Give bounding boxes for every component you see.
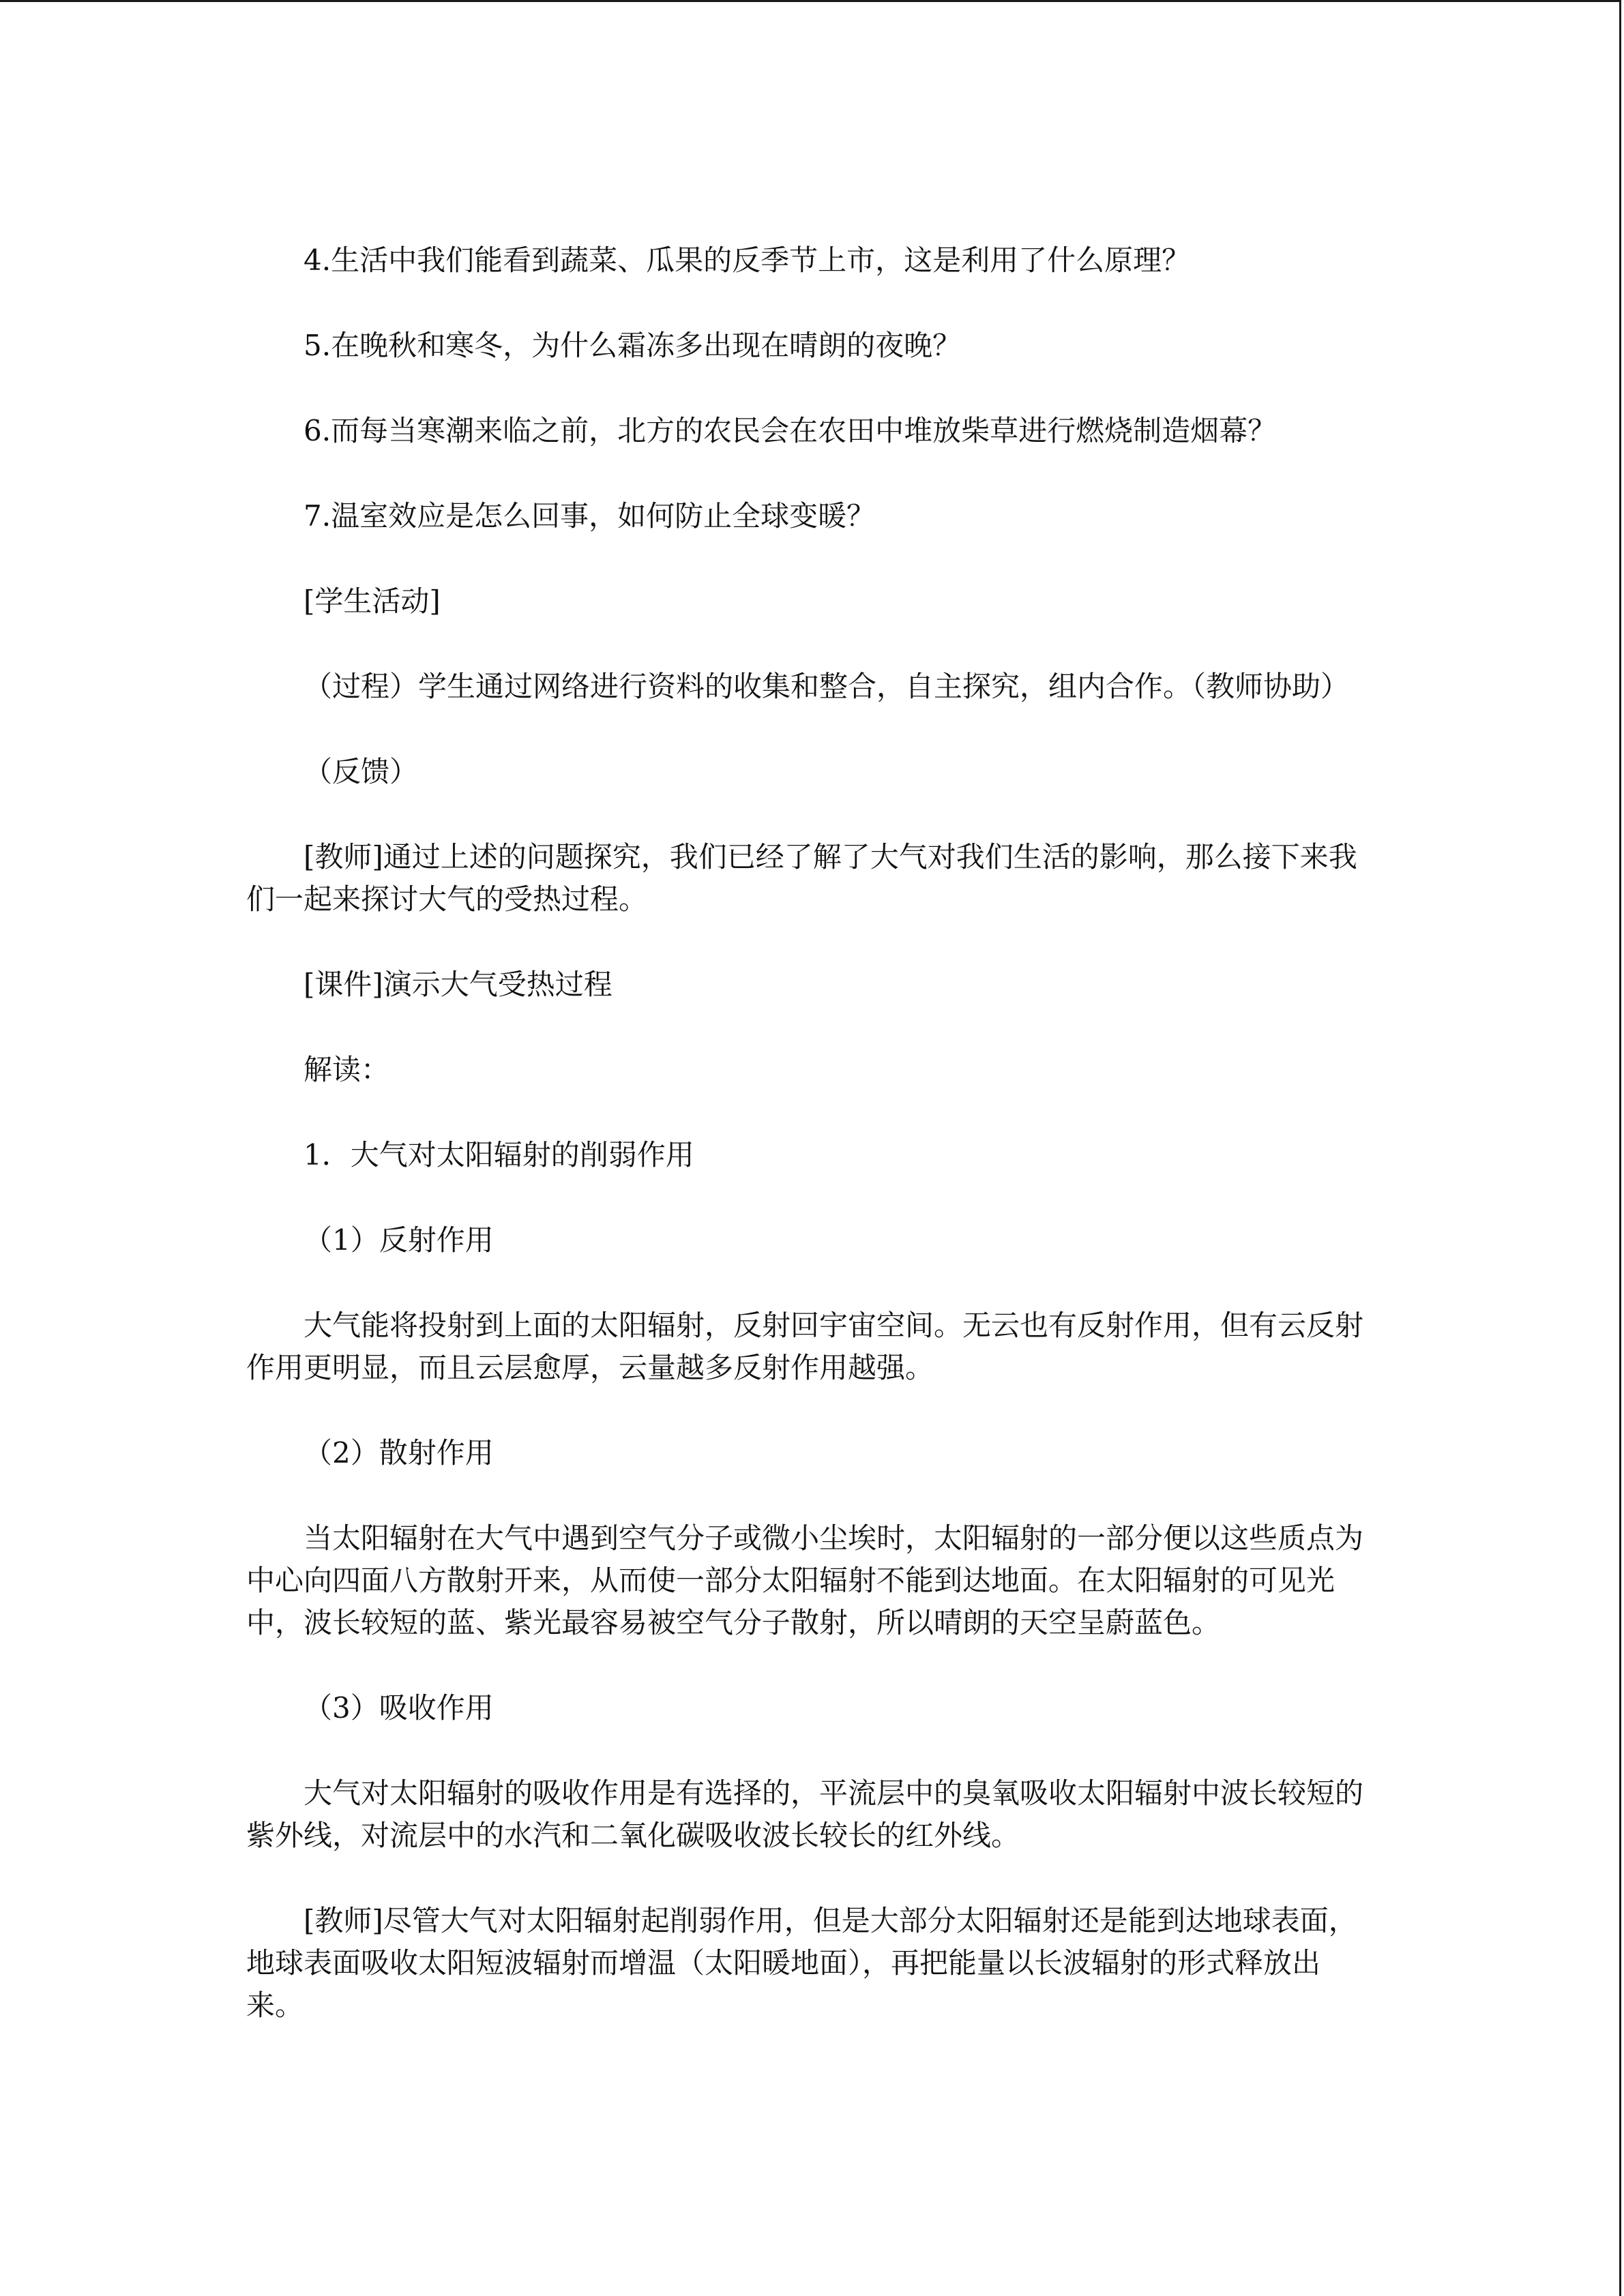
paragraph	[246, 666, 1365, 708]
text-line: 6.而每当寒潮来临之前，北方的农民会在农田中堆放柴草进行燃烧制造烟幕？	[304, 414, 1277, 447]
text-line: （反馈）	[304, 755, 419, 788]
subsection-heading	[246, 1687, 1365, 1729]
subsection-heading	[246, 1432, 1365, 1474]
text-line: （3）吸收作用	[304, 1691, 494, 1725]
text-line: 来。	[246, 1988, 304, 2022]
section-heading	[246, 1134, 1365, 1176]
text-line: 地球表面吸收太阳短波辐射而增温（太阳暖地面），再把能量以长波辐射的形式释放出	[246, 1946, 1321, 1980]
text-line: 中，波长较短的蓝、紫光最容易被空气分子散射，所以晴朗的天空呈蔚蓝色。	[246, 1606, 1221, 1639]
paragraph	[246, 836, 1365, 921]
text-line: [教师]通过上述的问题探究，我们已经了解了大气对我们生活的影响，那么接下来我	[304, 840, 1357, 874]
text-line: 7.温室效应是怎么回事，如何防止全球变暖？	[304, 499, 876, 533]
section-label	[246, 964, 1365, 1006]
text-line: 大气对太阳辐射的吸收作用是有选择的，平流层中的臭氧吸收太阳辐射中波长较短的	[304, 1776, 1364, 1810]
question-item	[246, 239, 1365, 282]
paragraph	[246, 1517, 1365, 1644]
paragraph	[246, 1304, 1365, 1389]
text-line: 当太阳辐射在大气中遇到空气分子或微小尘埃时，太阳辐射的一部分便以这些质点为	[304, 1521, 1364, 1555]
text-line: 1．大气对太阳辐射的削弱作用	[304, 1138, 694, 1172]
text-line: 4.生活中我们能看到蔬菜、瓜果的反季节上市，这是利用了什么原理？	[304, 243, 1191, 277]
section-label	[246, 580, 1365, 623]
text-line: 5.在晚秋和寒冬，为什么霜冻多出现在晴朗的夜晚？	[304, 329, 962, 362]
text-line: 紫外线，对流层中的水汽和二氧化碳吸收波长较长的红外线。	[246, 1819, 1020, 1852]
text-line: （过程）学生通过网络进行资料的收集和整合，自主探究，组内合作。（教师协助）	[304, 670, 1350, 703]
subsection-heading	[246, 1219, 1365, 1262]
text-line: 大气能将投射到上面的太阳辐射，反射回宇宙空间。无云也有反射作用，但有云反射	[304, 1309, 1364, 1342]
paragraph	[246, 1772, 1365, 1857]
text-line: [学生活动]	[304, 584, 441, 618]
document-body	[246, 239, 1365, 2070]
text-line: （2）散射作用	[304, 1436, 494, 1470]
question-item	[246, 410, 1365, 452]
paragraph	[246, 751, 1365, 793]
text-line: 中心向四面八方散射开来，从而使一部分太阳辐射不能到达地面。在太阳辐射的可见光	[246, 1564, 1335, 1597]
paragraph	[246, 1049, 1365, 1091]
text-line: [课件]演示大气受热过程	[304, 968, 612, 1001]
question-item	[246, 495, 1365, 537]
question-item	[246, 325, 1365, 367]
text-line: 作用更明显，而且云层愈厚，云量越多反射作用越强。	[246, 1351, 934, 1384]
text-line: [教师]尽管大气对太阳辐射起削弱作用，但是大部分太阳辐射还是能到达地球表面，	[304, 1904, 1357, 1937]
text-line: （1）反射作用	[304, 1223, 494, 1257]
paragraph	[246, 1900, 1365, 2027]
text-line: 解读：	[304, 1053, 390, 1086]
text-line: 们一起来探讨大气的受热过程。	[246, 882, 648, 916]
